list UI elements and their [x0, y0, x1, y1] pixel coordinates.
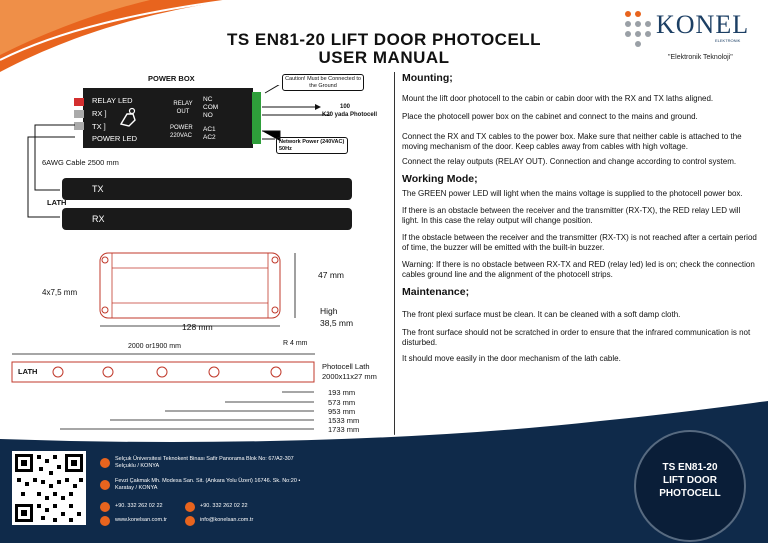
logo-name: KONEL	[656, 10, 750, 39]
location-icon-1	[100, 458, 110, 468]
divider	[394, 72, 395, 437]
mounting-p1: Mount the lift door photocell to the cabin or cabin door with the RX and TX laths aligned.	[402, 94, 714, 103]
ac1-label: AC1	[203, 126, 216, 133]
badge-line3: PHOTOCELL	[659, 488, 721, 499]
mounting-heading: Mounting;	[402, 72, 453, 84]
rx-lath-bar	[62, 208, 352, 230]
web-icon	[100, 516, 110, 526]
tx-label: TX ]	[92, 122, 106, 131]
dim-573: 573 mm	[328, 398, 356, 407]
maintenance-p1: The front plexi surface must be clean. It can be cleaned with a soft damp cloth.	[402, 310, 681, 319]
product-badge	[636, 432, 744, 540]
tx-text: TX	[92, 122, 102, 131]
dim-1733: 1733 mm	[328, 425, 360, 434]
caution-text: Caution! Must be Connected to the Ground	[285, 76, 361, 89]
relay-out-label: RELAY OUT	[173, 101, 193, 115]
working-p3: If the obstacle between the receiver and the transmitter (RX-TX) is not reached after a certain period of time, the buzzer will be emitted with the built-in buzzer.	[402, 233, 757, 252]
content-column	[402, 72, 758, 364]
photocell-lath-label: Photocell Lath	[322, 362, 370, 371]
k20-num: 100	[340, 104, 351, 110]
width-label: 128 mm	[182, 322, 213, 332]
footer-phone-2: +90. 332 262 02 22	[200, 503, 248, 509]
com-label: COM	[203, 104, 219, 111]
mounting-p3: Connect the RX and TX cables to the power box. Make sure that neither cable is attached to the moving mechanism of the door. Keep cables away from cables with high voltage.	[402, 132, 742, 151]
email-icon	[185, 516, 195, 526]
ac2-label: AC2	[203, 134, 216, 141]
rx-lath-text: RX	[92, 214, 105, 224]
photocell-lath-size: 2000x11x27 mm	[322, 372, 377, 381]
fax-icon	[185, 502, 195, 512]
dim-953: 953 mm	[328, 407, 356, 416]
cable-label: 6AWG Cable 2500 mm	[42, 158, 119, 167]
network-power-text: Network Power (240VAC) 50Hz	[279, 139, 345, 152]
footer-address-2: Fevzi Çakmak Mh. Modesa San. Sit. (Ankara Yolu Üzeri) 16746. Sk. No:20 • Karatay / KONYA	[115, 478, 301, 491]
k20-label: K20 yada Photocell	[322, 112, 378, 118]
tx-lath-bar	[62, 178, 352, 200]
rx-label: RX ]	[92, 109, 107, 118]
hole-label: 4x7,5 mm	[42, 288, 78, 297]
power-box-label: POWER BOX	[148, 74, 195, 83]
mounting-p2: Place the photocell power box on the cabinet and connect to the mains and ground.	[402, 112, 698, 121]
logo-tagline: "Elektronik Teknoloji"	[668, 54, 733, 61]
height-label: 47 mm	[318, 270, 344, 280]
rx-text: RX	[92, 109, 103, 118]
badge-line1: TS EN81-20	[662, 462, 718, 473]
maintenance-p3: It should move easily in the door mechanism of the lath cable.	[402, 354, 621, 363]
working-p4: Warning: If there is no obstacle between RX-TX and RED (relay led) led is on; check the connection cables ground line and the alignment of the photocell strips.	[402, 260, 755, 279]
qr-code	[12, 451, 86, 525]
nc-label: NC	[203, 96, 213, 103]
footer-email[interactable]: info@konelsan.com.tr	[200, 517, 254, 523]
lath-length-label: LATH	[18, 367, 38, 376]
maintenance-heading: Maintenance;	[402, 286, 470, 298]
footer-phone-1: +90. 332 262 02 22	[115, 503, 163, 509]
no-label: NO	[203, 112, 213, 119]
mounting-p4: Connect the relay outputs (RELAY OUT). Connection and change according to control system.	[402, 157, 737, 166]
lath-side-label: LATH	[47, 198, 67, 207]
network-power-note	[276, 137, 348, 154]
high-label: High	[320, 306, 338, 316]
page-title-line1: TS EN81-20 LIFT DOOR PHOTOCELL	[226, 30, 542, 49]
footer-web[interactable]: www.konelsan.com.tr	[115, 517, 167, 523]
dim-193: 193 mm	[328, 388, 356, 397]
length-label: 2000 or1900 mm	[128, 343, 181, 350]
maintenance-p2: The front surface should not be scratched in order to ensure that the infrared communication is not disturbed.	[402, 328, 751, 347]
power220-label: POWER 220VAC	[170, 125, 193, 139]
footer-address-1: Selçuk Üniversitesi Teknokent Binası Safir Panorama Blok No: 67/A2-307 Selçuklu / KONYA	[115, 456, 294, 469]
working-p1: The GREEN power LED will light when the mains voltage is supplied to the photocell power box.	[402, 189, 743, 198]
working-p2: If there is an obstacle between the receiver and the transmitter (RX-TX), the RED relay LED will light. In this case the relay output will change position.	[402, 206, 741, 225]
power-led-label: POWER LED	[92, 134, 138, 143]
tx-lath-text: TX	[92, 184, 104, 194]
phone-icon-1	[100, 502, 110, 512]
radius-label: R 4 mm	[283, 340, 308, 347]
location-icon-2	[100, 480, 110, 490]
working-heading: Working Mode;	[402, 173, 478, 185]
badge-line2: LIFT DOOR	[663, 475, 717, 486]
logo-sub: ELEKTRONIK	[715, 38, 741, 43]
page-title-line2: USER MANUAL	[318, 48, 450, 67]
high-value: 38,5 mm	[320, 318, 354, 328]
dim-1533: 1533 mm	[328, 416, 360, 425]
relay-led-label: RELAY LED	[92, 96, 133, 105]
